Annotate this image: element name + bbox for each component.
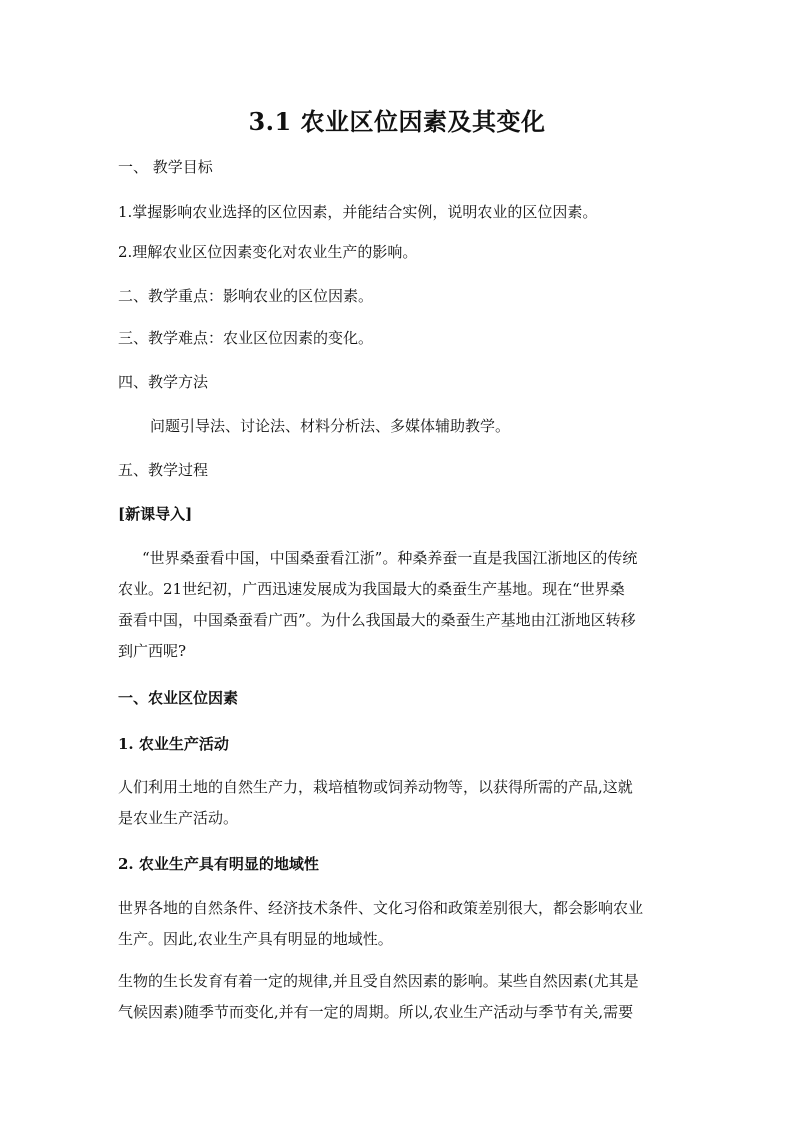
sub2-p2-line-2: 气候因素)随季节而变化,并有一定的周期。所以,农业生产活动与季节有关,需要 xyxy=(118,1003,634,1021)
section-heading-process: 五、教学过程 xyxy=(118,461,209,479)
intro-heading: [新课导入] xyxy=(118,505,193,523)
page-title: 3.1 农业区位因素及其变化 xyxy=(248,107,546,136)
sub1-line-1: 人们利用土地的自然生产力，栽培植物或饲养动物等，以获得所需的产品,这就 xyxy=(118,778,633,796)
objective-item-1: 1.掌握影响农业选择的区位因素，并能结合实例，说明农业的区位因素。 xyxy=(118,203,598,221)
sub2-p2-line-1: 生物的生长发育有着一定的规律,并且受自然因素的影响。某些自然因素(尤其是 xyxy=(118,972,639,990)
section-heading-methods: 四、教学方法 xyxy=(118,373,209,391)
sub2-p1-line-1: 世界各地的自然条件、经济技术条件、文化习俗和政策差别很大，都会影响农业 xyxy=(118,899,644,917)
difficulty: 三、教学难点：农业区位因素的变化。 xyxy=(118,329,374,347)
intro-line-3: 蚕看中国，中国桑蚕看广西”。为什么我国最大的桑蚕生产基地由江浙地区转移 xyxy=(118,611,636,629)
sub1-paragraph xyxy=(118,772,680,834)
intro-line-4: 到广西呢? xyxy=(118,642,187,660)
sub1-line-2: 是农业生产活动。 xyxy=(118,809,239,827)
sub2-paragraph-1 xyxy=(118,893,680,955)
intro-line-1: “世界桑蚕看中国，中国桑蚕看江浙”。种桑养蚕一直是我国江浙地区的传统 xyxy=(142,549,638,567)
section-heading-objectives: 一、 教学目标 xyxy=(118,158,213,176)
sub2-p1-line-2: 生产。因此,农业生产具有明显的地域性。 xyxy=(118,930,393,948)
key-point: 二、教学重点：影响农业的区位因素。 xyxy=(118,287,374,305)
intro-paragraph xyxy=(118,543,680,667)
intro-line-2: 农业。21世纪初，广西迅速发展成为我国最大的桑蚕生产基地。现在“世界桑 xyxy=(118,580,625,598)
sub1-heading: 1. 农业生产活动 xyxy=(118,735,229,753)
part1-heading: 一、农业区位因素 xyxy=(118,689,239,707)
objective-item-2: 2.理解农业区位因素变化对农业生产的影响。 xyxy=(118,243,418,261)
sub2-heading: 2. 农业生产具有明显的地域性 xyxy=(118,855,319,873)
sub2-paragraph-2 xyxy=(118,966,680,1028)
methods-text: 问题引导法、讨论法、材料分析法、多媒体辅助教学。 xyxy=(150,417,511,435)
